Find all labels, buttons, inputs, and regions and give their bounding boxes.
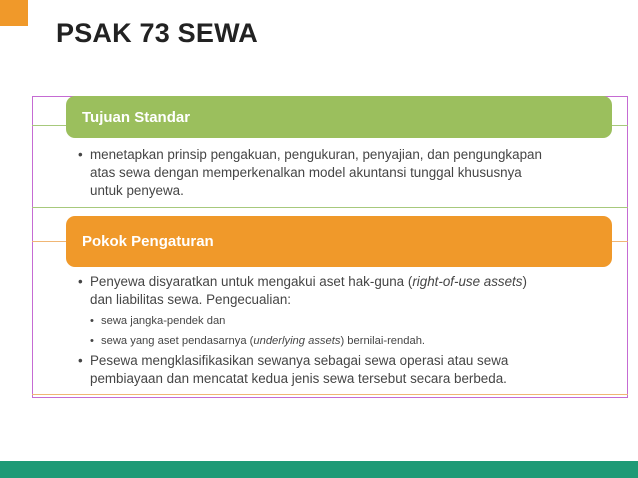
section1-left-line (32, 125, 66, 126)
bullet-line (90, 273, 608, 291)
bullet-dot: • (90, 315, 94, 327)
sub-bullet-text: ) bernilai-rendah. (340, 335, 426, 347)
section2-bottom-line (32, 394, 628, 395)
sub-bullet-italic-text: underlying assets (253, 335, 341, 347)
bullet-text: Penyewa disyaratkan untuk mengakui aset hak-guna ( (90, 274, 413, 289)
section2-banner (66, 216, 612, 267)
bullet-line: menetapkan prinsip pengakuan, pengukuran, penyajian, dan pengungkapan (90, 147, 542, 162)
section2-bullet-2 (78, 352, 608, 388)
bullet-italic-text: right-of-use assets (412, 274, 523, 289)
bullet-line: dan liabilitas sewa. Pengecualian: (90, 292, 291, 307)
section2-bullets (78, 273, 608, 388)
section2-right-line (612, 241, 628, 242)
section1-bullet (78, 146, 608, 200)
slide-title: PSAK 73 SEWA (56, 18, 258, 48)
section2-left-line (32, 241, 66, 242)
sub-bullet-1 (90, 312, 608, 330)
bullet-line: atas sewa dengan memperkenalkan model akuntansi tunggal khususnya (90, 165, 522, 180)
section2-bullet-1 (78, 273, 608, 309)
bullet-line: untuk penyewa. (90, 183, 184, 198)
section1-banner (66, 96, 612, 138)
section1-heading: Tujuan Standar (82, 108, 191, 126)
section1-bullets (78, 146, 608, 200)
bullet-dot: • (90, 335, 94, 347)
bullet-line: Pesewa mengklasifikasikan sewanya sebagai sewa operasi atau sewa (90, 353, 509, 368)
sub-bullet-text: sewa yang aset pendasarnya ( (101, 335, 254, 347)
sub-bullet-2 (90, 332, 608, 350)
section2-heading: Pokok Pengaturan (82, 233, 214, 250)
footer-bar (0, 461, 638, 478)
section1-bottom-line (32, 207, 628, 208)
bullet-text: ) (522, 274, 527, 289)
sub-bullet-text: sewa jangka-pendek dan (101, 315, 226, 327)
bullet-dot: • (78, 353, 83, 368)
bullet-dot: • (78, 274, 83, 289)
corner-accent (0, 0, 28, 26)
bullet-line: pembiayaan dan mencatat kedua jenis sewa tersebut secara berbeda. (90, 371, 507, 386)
bullet-dot: • (78, 147, 83, 162)
section1-right-line (612, 125, 628, 126)
